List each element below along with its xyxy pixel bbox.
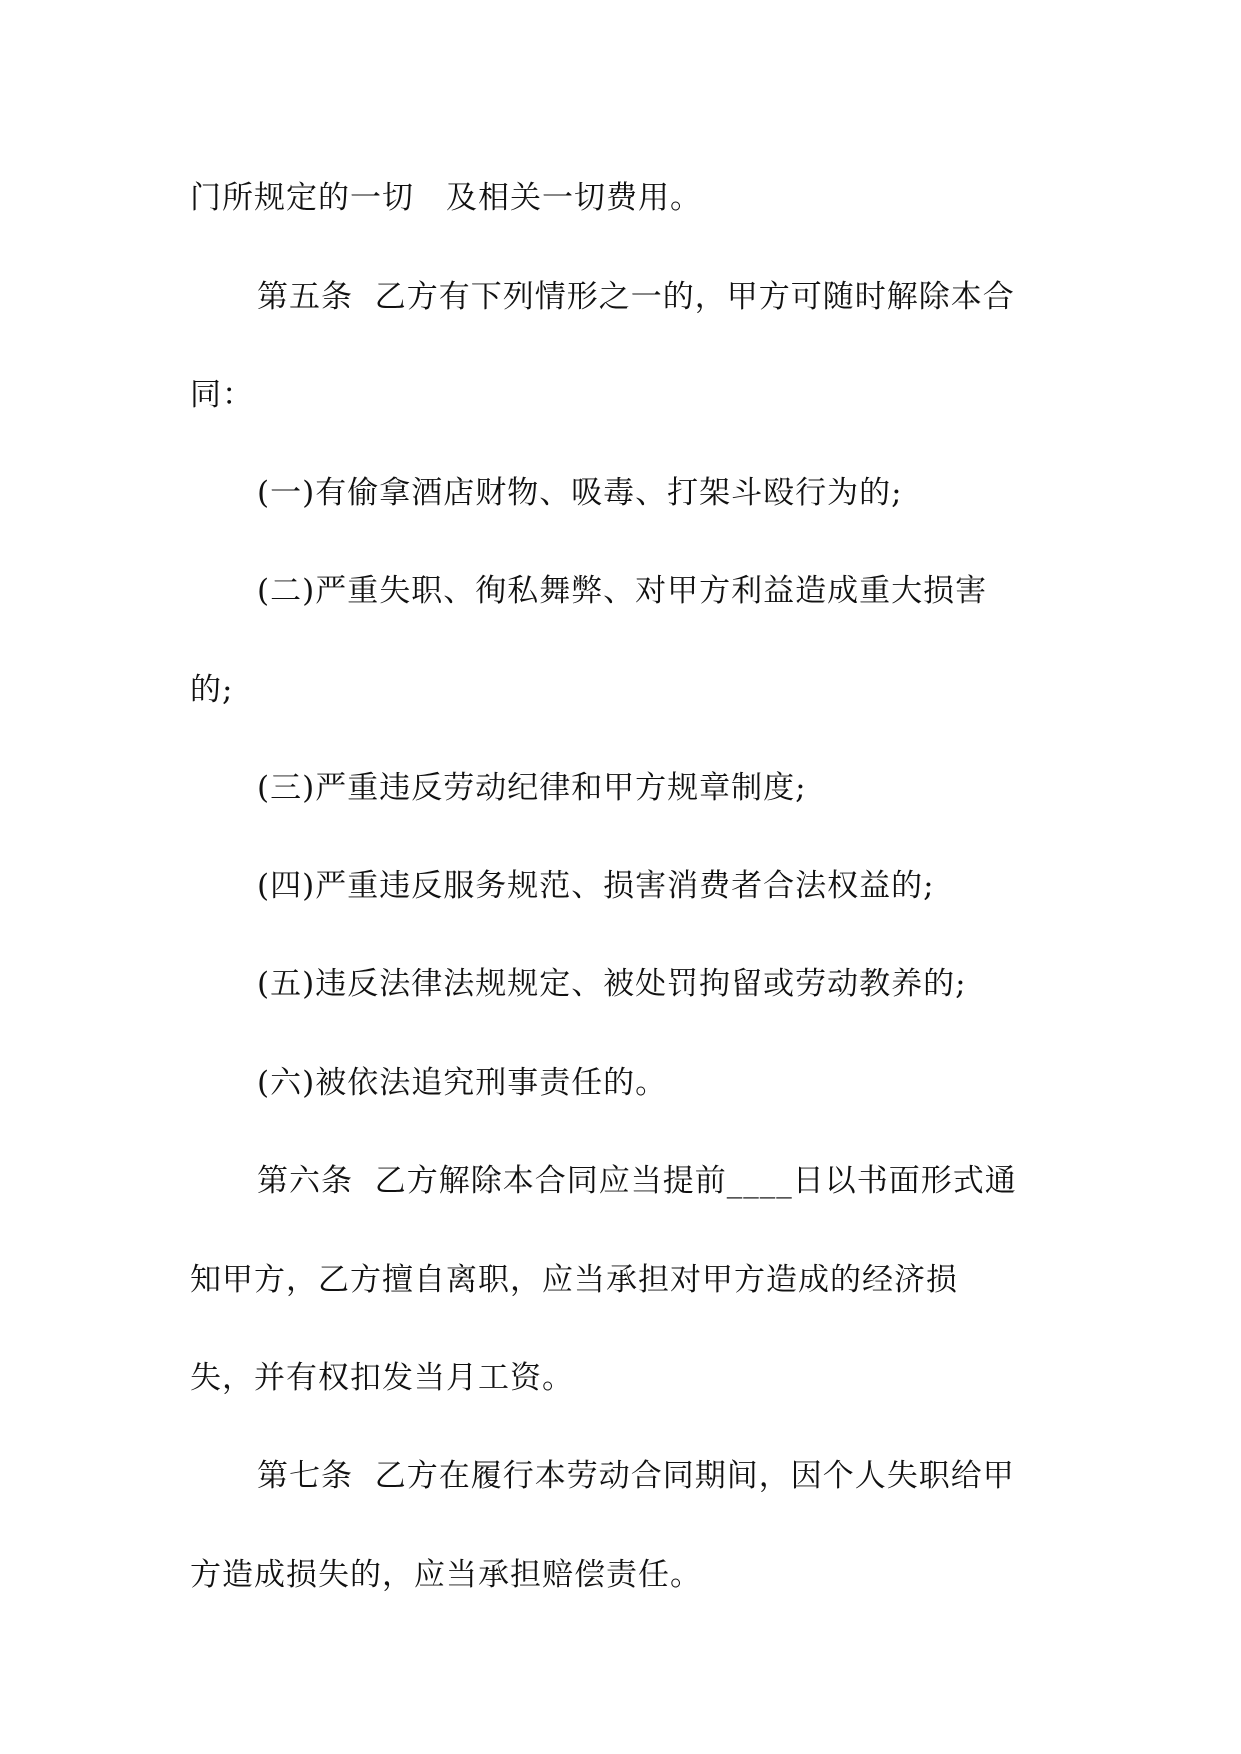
- clause-2: (二)严重失职、徇私舞弊、对甲方利益造成重大损害: [257, 573, 988, 609]
- text-line-1: 门所规定的一切 及相关一切费用。: [190, 180, 702, 216]
- text-line-3: 同：: [190, 377, 254, 413]
- clause-4: (四)严重违反服务规范、损害消费者合法权益的;: [257, 868, 935, 904]
- text-line-13: 失，并有权扣发当月工资。: [190, 1360, 574, 1396]
- clause-6: (六)被依法追究刑事责任的。: [257, 1065, 668, 1101]
- article-6-heading-line: 第六条 乙方解除本合同应当提前____日以书面形式通: [257, 1163, 1017, 1199]
- text-line-6: 的;: [190, 672, 234, 708]
- text-line-15: 方造成损失的，应当承担赔偿责任。: [190, 1557, 702, 1593]
- clause-5: (五)违反法律法规规定、被处罚拘留或劳动教养的;: [257, 966, 967, 1002]
- clause-1: (一)有偷拿酒店财物、吸毒、打架斗殴行为的;: [257, 475, 903, 511]
- article-7-heading-line: 第七条 乙方在履行本劳动合同期间，因个人失职给甲: [257, 1458, 1015, 1494]
- clause-3: (三)严重违反劳动纪律和甲方规章制度;: [257, 770, 807, 806]
- text-line-12: 知甲方，乙方擅自离职，应当承担对甲方造成的经济损: [190, 1262, 958, 1298]
- article-5-heading-line: 第五条 乙方有下列情形之一的，甲方可随时解除本合: [257, 279, 1015, 315]
